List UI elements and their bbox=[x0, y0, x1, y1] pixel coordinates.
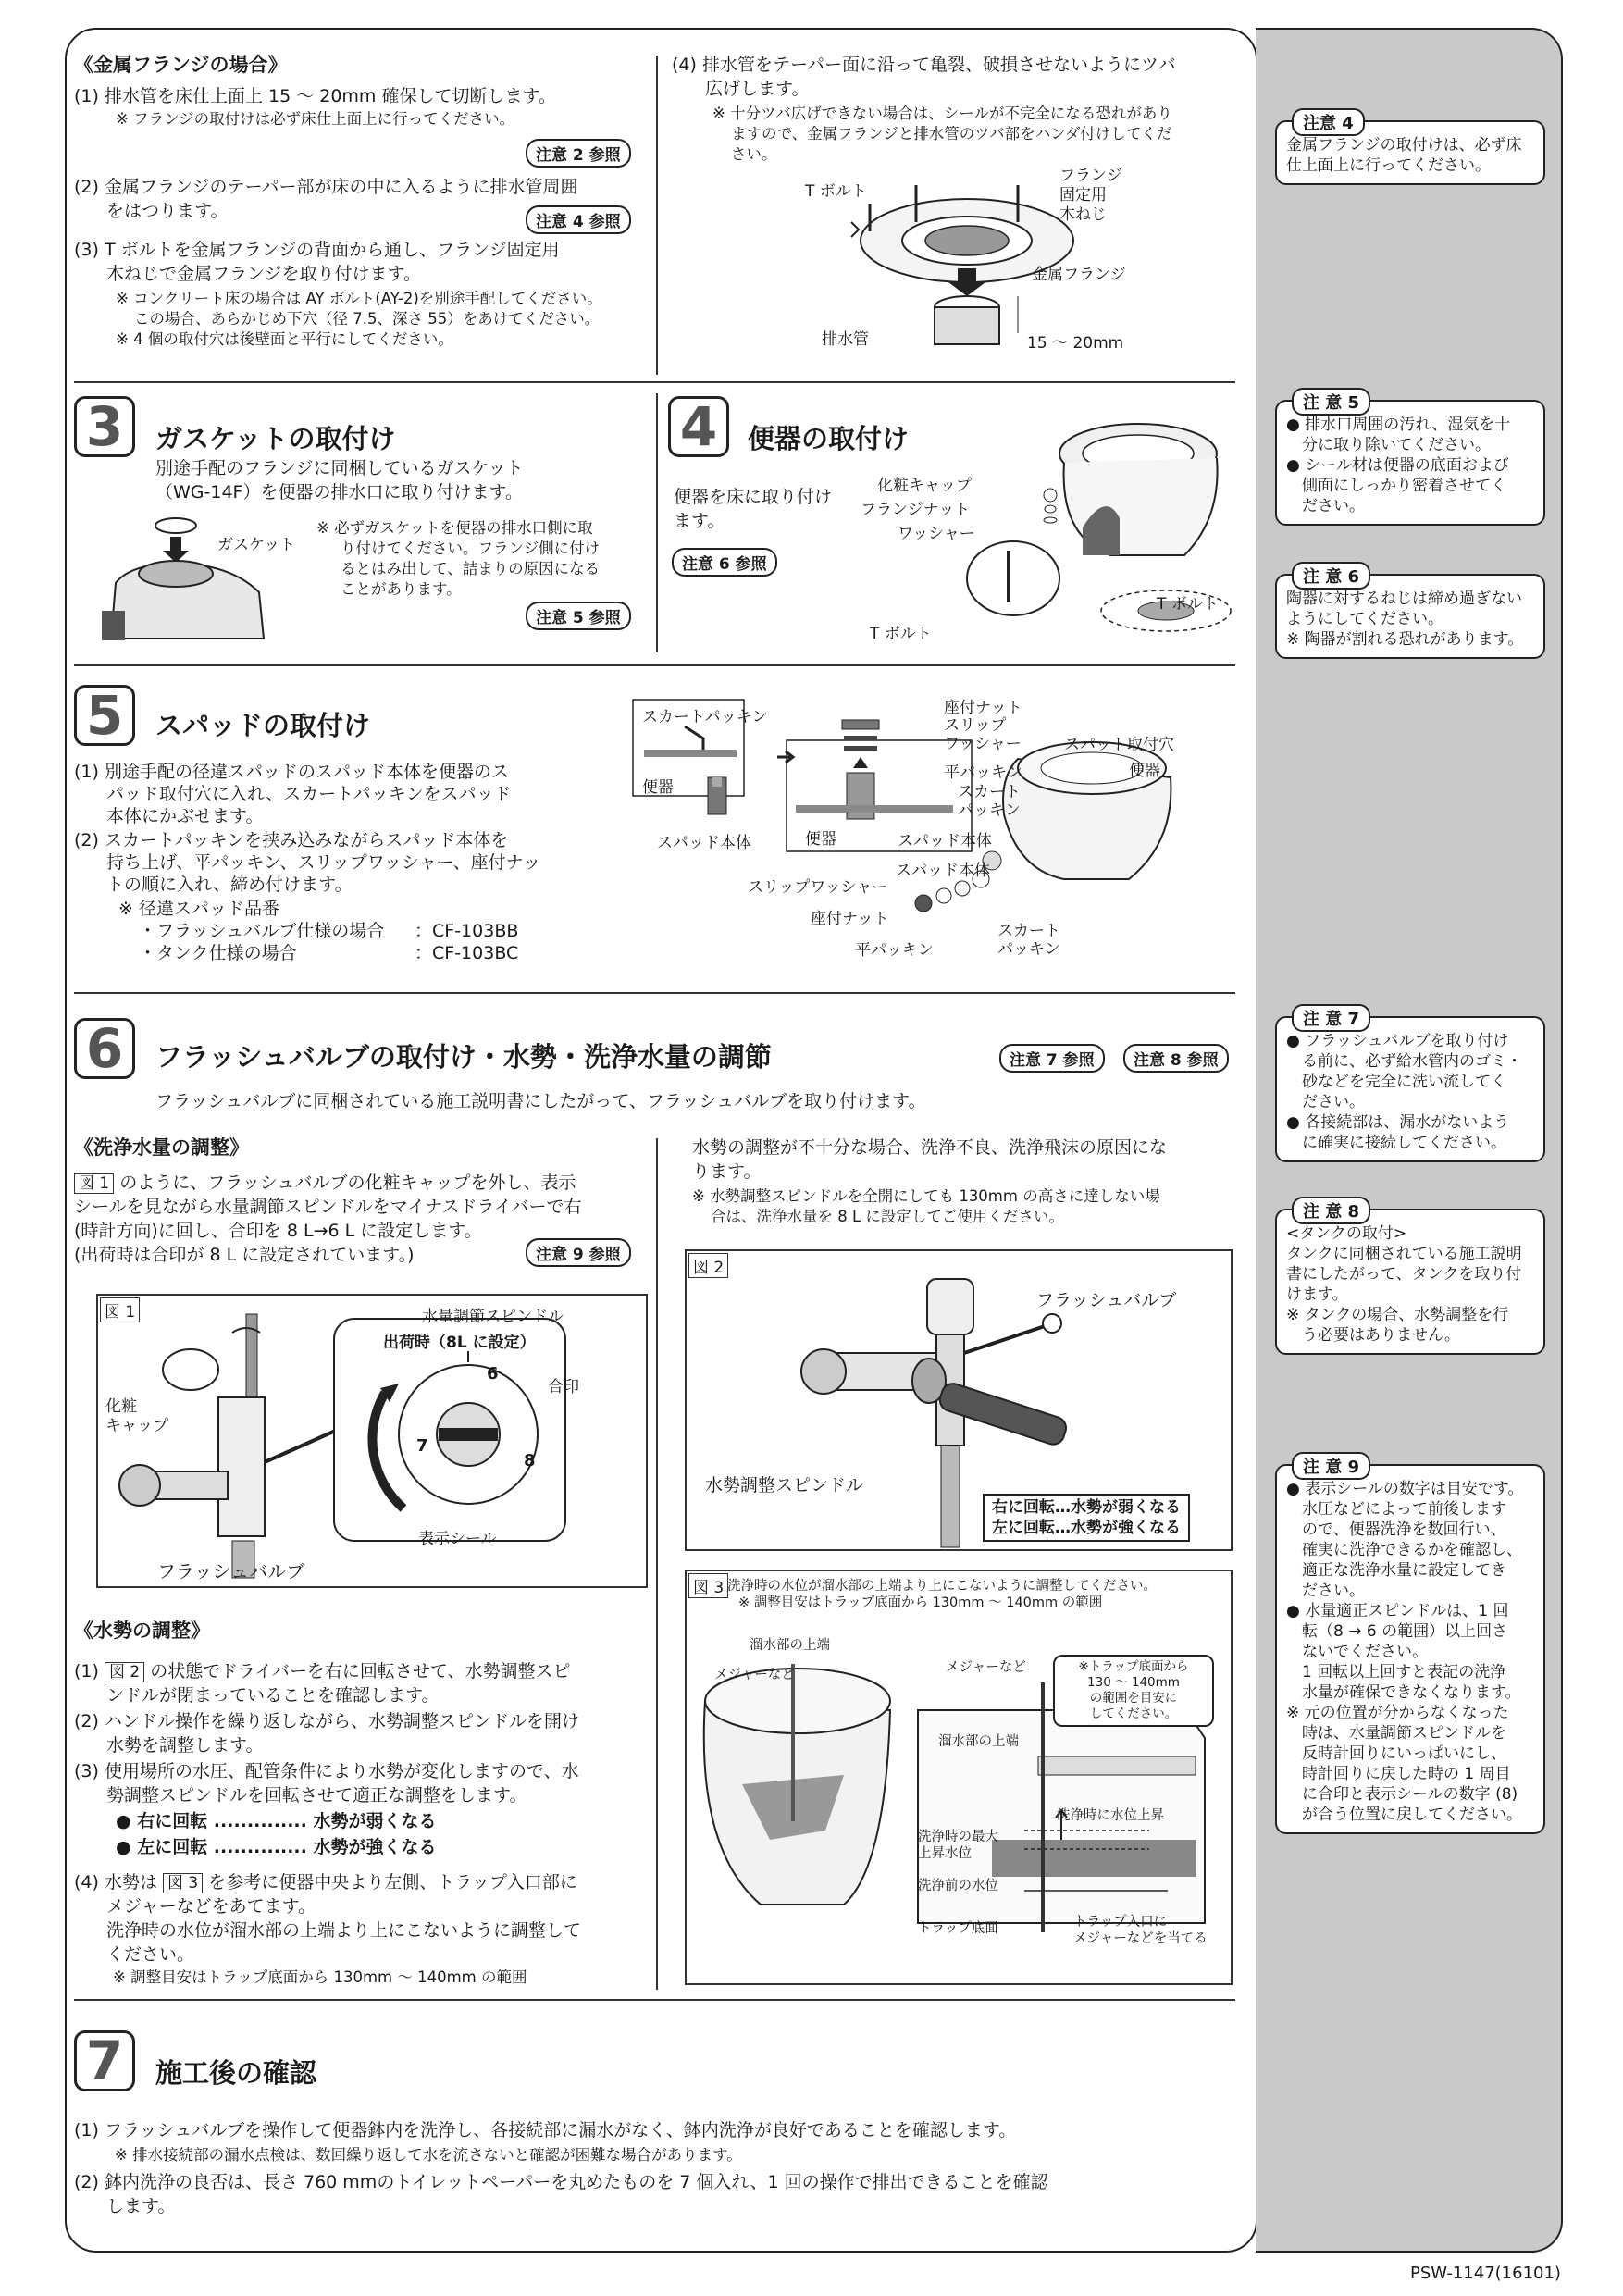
fig3-label-measure-2: メジャーなど bbox=[946, 1660, 1026, 1675]
intro-step4a: (4) 排水管をテーパー面に沿って亀裂、破損させないようにツバ bbox=[672, 55, 1176, 75]
intro-heading: 《金属フランジの場合》 bbox=[74, 54, 288, 76]
fig3-caption1: 洗浄時の水位が溜水部の上端より上にこないように調整してください。 bbox=[727, 1579, 1157, 1594]
sec5-b9b: ：CF-103BC bbox=[415, 943, 519, 963]
pressure-fig2-ref: 図 2 bbox=[105, 1662, 144, 1682]
sec5-b8b: ：CF-103BB bbox=[415, 921, 519, 941]
fig3-label-top-2: 溜水部の上端 bbox=[938, 1734, 1019, 1749]
note-4-title: 注意 4 bbox=[1292, 108, 1365, 136]
intro-step1-note: ※ フランジの取付けは必ず床仕上面上に行ってください。 bbox=[116, 110, 515, 128]
fig1-label-spindle: 水量調節スピンドル bbox=[422, 1308, 564, 1326]
pressure-step2a: (2) ハンドル操作を繰り返しながら、水勢調整スピンドルを開け bbox=[74, 1711, 579, 1731]
ref-note2: 注意 2 参照 bbox=[526, 139, 631, 168]
fig-label-seat-nut: 座付ナット bbox=[944, 699, 1022, 717]
sec3-body1: 別途手配のフランジに同梱しているガスケット bbox=[155, 458, 524, 478]
pressure-step4c: メジャーなどをあてます。 bbox=[106, 1896, 316, 1917]
note-8-title: 注 意 8 bbox=[1292, 1197, 1370, 1224]
pressure-step3a: (3) 使用場所の水圧、配管条件により水勢が変化しますので、水 bbox=[74, 1761, 579, 1781]
sec6-divider bbox=[656, 1138, 658, 1990]
fig2-left-rotation: 左に回転…水勢が強くなる bbox=[992, 1519, 1181, 1537]
fig3-label-before: 洗浄前の水位 bbox=[918, 1879, 998, 1893]
note-8 bbox=[1275, 1202, 1545, 1355]
intro-step4-note2: ますので、金属フランジと排水管のツバ部をハンダ付けしてくだ bbox=[731, 125, 1172, 143]
sec5-b3: 本体にかぶせます。 bbox=[106, 806, 264, 826]
fig-label-slip-washer-2: スリップワッシャー bbox=[748, 878, 888, 897]
pressure-left: ● 左に回転 .............. 水勢が強くなる bbox=[116, 1837, 437, 1857]
section-5-number: 5 bbox=[74, 685, 135, 746]
fig-label-skirt-packing: スカートパッキン bbox=[642, 708, 768, 726]
sec3-divider bbox=[656, 393, 658, 652]
intro-divider bbox=[656, 56, 658, 375]
toilet-mount-illustration bbox=[944, 416, 1240, 657]
sec5-b4: (2) スカートパッキンを挟み込みながらスパッド本体を bbox=[74, 830, 509, 850]
section-3-number: 3 bbox=[74, 396, 135, 457]
sec3-note3: るとはみ出して、詰まりの原因になる bbox=[341, 560, 601, 577]
fig1-label-cap: 化粧 キャップ bbox=[105, 1397, 168, 1435]
pressure-fig3-ref: 図 3 bbox=[163, 1873, 203, 1893]
note-4-body: 金属フランジの取付けは、必ず床 仕上面上に行ってください。 bbox=[1286, 136, 1522, 175]
note-5 bbox=[1275, 393, 1545, 526]
fig-label-dimension: 15 ～ 20mm bbox=[1027, 334, 1124, 353]
fig-label-slip-washer: スリップ ワッシャー bbox=[944, 716, 1022, 753]
fig-label-spud-body-1: スパッド本体 bbox=[657, 834, 751, 852]
note-7-title: 注 意 7 bbox=[1292, 1004, 1370, 1032]
sec7-check1-note: ※ 排水接続部の漏水点検は、数回繰り返して水を流さないと確認が困難な場合があります。 bbox=[115, 2146, 742, 2164]
sec4-body2: ます。 bbox=[674, 511, 725, 531]
note-7-body: ● フラッシュバルブを取り付け る前に、必ず給水管内のゴミ・ 砂などを完全に洗い流してく ださい。 ● 各接続部は、漏水がないよう に確実に接続してください。 bbox=[1286, 1032, 1522, 1152]
volume-text3: (時計方向)に回し、合印を 8 L→6 L に設定します。 bbox=[74, 1221, 482, 1241]
fig3-label-bottom: トラップ底面 bbox=[918, 1921, 998, 1936]
section-4-title: 便器の取付け bbox=[748, 423, 910, 454]
divider-2 bbox=[74, 664, 1235, 666]
sec5-b9a: ・タンク仕様の場合 bbox=[139, 943, 297, 963]
fig1-dial-8: 8 bbox=[524, 1451, 536, 1471]
note-6-body: 陶器に対するねじは締め過ぎない ようにしてください。 ※ 陶器が割れる恐れがあります。 bbox=[1286, 590, 1524, 649]
pressure-right: ● 右に回転 .............. 水勢が弱くなる bbox=[116, 1811, 437, 1831]
volume-heading: 《洗浄水量の調整》 bbox=[74, 1136, 249, 1159]
section-7-title: 施工後の確認 bbox=[155, 2057, 317, 2089]
note-5-body: ● 排水口周囲の汚れ、湿気を十 分に取り除いてください。 ● シール材は便器の底面および 側面にしっかり密着させてく ださい。 bbox=[1286, 416, 1511, 515]
fig3-label-measure: メジャーなど bbox=[714, 1668, 795, 1682]
fig1-dial-6: 6 bbox=[487, 1364, 499, 1384]
intro-step4-note3: さい。 bbox=[731, 145, 777, 163]
section-6-number: 6 bbox=[74, 1018, 135, 1079]
fig3-label-top: 溜水部の上端 bbox=[750, 1638, 830, 1653]
sec7-check2b: します。 bbox=[106, 2196, 176, 2216]
fig2-label-valve: フラッシュバルブ bbox=[1036, 1290, 1177, 1310]
figure-1-label: 図 1 bbox=[100, 1297, 140, 1322]
intro-step3-note2: この場合、あらかじめ下穴（径 7.5、深さ 55）をあけてください。 bbox=[134, 310, 601, 328]
note-9-body: ● 表示シールの数字は目安です。 水圧などによって前後します ので、便器洗浄を数回行い、 確実に洗浄できるかを確認し、 適正な洗浄水量に設定してき ださい。 ● 水量適正スピンドルは、1 回 転（8 → 6 の範囲）以上回さ ないでください。 1 回転以上回すと表記の洗浄 水量が確保できなくなります。 ※ 元の位置が分からなくなった 時は、水量調節スピンドルを 反時計回りにいっぱいにし、 時計回りに戻した時の 1 周目 に合印と表示シールの数字 (8) が合う位置に戻してください。 bbox=[1286, 1480, 1524, 1824]
sec6-intro: フラッシュバルブに同梱されている施工説明書にしたがって、フラッシュバルブを取り付けます。 bbox=[155, 1091, 926, 1111]
sec5-b1: (1) 別途手配の径違スパッドのスパッド本体を便器のス bbox=[74, 762, 509, 782]
right-text1: 水勢の調整が不十分な場合、洗浄不良、洗浄飛沫の原因にな bbox=[692, 1137, 1168, 1158]
fig-label-metal-flange: 金属フランジ bbox=[1032, 266, 1126, 284]
section-6-title: フラッシュバルブの取付け・水勢・洗浄水量の調節 bbox=[155, 1041, 772, 1073]
right-text2: ります。 bbox=[692, 1161, 762, 1182]
fig-label-flat-packing-2: 平パッキン bbox=[855, 941, 934, 960]
note-4 bbox=[1275, 114, 1545, 185]
fig-label-bowl-3: 便器 bbox=[1129, 762, 1160, 780]
fig-label-spud-body-2: スパッド本体 bbox=[898, 832, 992, 850]
figure-3-label: 図 3 bbox=[688, 1573, 728, 1598]
fig-label-skirt-packing-2: スカート パッキン bbox=[958, 783, 1021, 820]
ref-note6: 注意 6 参照 bbox=[672, 548, 777, 577]
sec5-b2: パッド取付穴に入れ、スカートパッキンをスパッド bbox=[106, 784, 512, 804]
fig-label-flange-nut: フランジナット bbox=[861, 501, 971, 519]
figure-1-drawing bbox=[98, 1296, 646, 1586]
note-9 bbox=[1275, 1458, 1545, 1834]
sec4-body1: 便器を床に取り付け bbox=[674, 487, 833, 507]
sec5-b6: トの順に入れ、締め付けます。 bbox=[106, 875, 353, 895]
sec3-note1: ※ 必ずガスケットを便器の排水口側に取 bbox=[316, 519, 593, 537]
fig2-rotation-box bbox=[983, 1494, 1190, 1542]
pressure-step1: (1) 図 2 の状態でドライバーを右に回転させて、水勢調整スピ bbox=[74, 1661, 571, 1682]
intro-step3-note1: ※ コンクリート床の場合は AY ボルト(AY-2)を別途手配してください。 bbox=[116, 290, 602, 307]
sec3-note4: ことがあります。 bbox=[341, 580, 462, 598]
pressure-step2b: 水勢を調整します。 bbox=[106, 1735, 264, 1756]
pressure-step1c: ンドルが閉まっていることを確認します。 bbox=[106, 1685, 440, 1706]
ref-note8: 注意 8 参照 bbox=[1123, 1044, 1229, 1073]
note-6-title: 注 意 6 bbox=[1292, 562, 1370, 590]
figure-2-label: 図 2 bbox=[688, 1253, 728, 1278]
fig1-label-valve: フラッシュバルブ bbox=[157, 1560, 305, 1582]
fig-label-tbolt-right: T ボルト bbox=[1157, 595, 1219, 614]
pressure-step4-note: ※ 調整目安はトラップ底面から 130mm ～ 140mm の範囲 bbox=[113, 1968, 527, 1986]
note-8-body: <タンクの取付> タンクに同梱されている施工説明 書にしたがって、タンクを取り付 けます。 ※ タンクの場合、水勢調整を行 う必要はありません。 bbox=[1286, 1224, 1522, 1345]
fig2-label-spindle: 水勢調整スピンドル bbox=[705, 1475, 864, 1496]
fig-label-bowl-2: 便器 bbox=[805, 830, 836, 849]
volume-text1: 図 1 のように、フラッシュバルブの化粧キャップを外し、表示 bbox=[74, 1172, 576, 1195]
gasket-illustration bbox=[102, 509, 305, 648]
sec5-b7: ※ 径違スパッド品番 bbox=[118, 899, 279, 919]
fig-label-bowl-1: 便器 bbox=[642, 778, 674, 797]
fig2-right-rotation: 右に回転…水勢が弱くなる bbox=[992, 1498, 1181, 1517]
document-code: PSW-1147(16101) bbox=[1410, 2264, 1561, 2283]
intro-step3b: 木ねじで金属フランジを取り付けます。 bbox=[106, 264, 422, 284]
figure-1 bbox=[96, 1294, 648, 1588]
fig-label-flat-packing: 平パッキン bbox=[944, 763, 1022, 782]
ref-note4: 注意 4 参照 bbox=[526, 205, 631, 234]
note-9-title: 注 意 9 bbox=[1292, 1452, 1370, 1480]
fig1-label-mark: 合印 bbox=[548, 1378, 579, 1396]
fig1-label-seal: 表示シール bbox=[418, 1530, 497, 1548]
fig3-label-entry: トラップ入口に メジャーなどを当てる bbox=[1073, 1915, 1208, 1946]
note-6 bbox=[1275, 567, 1545, 659]
volume-text4: (出荷時は合印が 8 L に設定されています。) bbox=[74, 1245, 415, 1265]
fig-label-skirt-packing-3: スカート パッキン bbox=[997, 922, 1060, 959]
fig-label-flange-screw: フランジ 固定用 木ねじ bbox=[1059, 167, 1122, 224]
fig-label-spud-body-3: スパッド本体 bbox=[896, 862, 990, 880]
fig-label-washer: ワッシャー bbox=[898, 525, 975, 543]
intro-step3a: (3) T ボルトを金属フランジの背面から通し、フランジ固定用 bbox=[74, 240, 560, 260]
intro-step2a: (2) 金属フランジのテーパー部が床の中に入るように排水管周囲 bbox=[74, 177, 578, 197]
intro-step2b: をはつります。 bbox=[106, 201, 229, 221]
pressure-step4e: ください。 bbox=[106, 1944, 195, 1965]
intro-step1: (1) 排水管を床仕上面上 15 ～ 20mm 確保して切断します。 bbox=[74, 86, 556, 106]
pressure-step4d: 洗浄時の水位が溜水部の上端より上にこないように調整して bbox=[106, 1920, 582, 1941]
fig3-range-box: ※トラップ底面から 130 ～ 140mm の範囲を目安に してください。 bbox=[1053, 1655, 1214, 1727]
fig1-label-shipping: 出荷時（8L に設定） bbox=[383, 1334, 536, 1352]
section-4-number: 4 bbox=[668, 396, 729, 457]
fig3-label-rise: 洗浄時に水位上昇 bbox=[1057, 1808, 1164, 1823]
intro-step4b: 広げします。 bbox=[705, 79, 810, 99]
fig-label-seat-nut-2: 座付ナット bbox=[811, 910, 889, 928]
volume-fig-ref: 図 1 bbox=[74, 1173, 114, 1194]
fig3-label-max: 洗浄時の最大 上昇水位 bbox=[918, 1830, 998, 1861]
fig1-dial-7: 7 bbox=[416, 1436, 428, 1456]
divider-4 bbox=[74, 1999, 1235, 2001]
right-note2: 合は、洗浄水量を 8 L に設定してご使用ください。 bbox=[711, 1208, 1064, 1225]
pressure-step4: (4) 水勢は 図 3 を参考に便器中央より左側、トラップ入口部に bbox=[74, 1872, 577, 1893]
fig3-caption2: ※ 調整目安はトラップ底面から 130mm ～ 140mm の範囲 bbox=[738, 1595, 1103, 1610]
ref-note7: 注意 7 参照 bbox=[999, 1044, 1105, 1073]
ref-note5: 注意 5 参照 bbox=[526, 602, 631, 630]
divider-1 bbox=[74, 381, 1235, 383]
sec3-body2: （WG-14F）を便器の排水口に取り付けます。 bbox=[155, 482, 523, 503]
fig-label-tbolt-left: T ボルト bbox=[870, 625, 932, 643]
volume-text2: シールを見ながら水量調節スピンドルをマイナスドライバーで右 bbox=[74, 1197, 582, 1217]
intro-step4-note1: ※ 十分ツバ広げできない場合は、シールが不完全になる恐れがあり bbox=[712, 105, 1172, 122]
note-5-title: 注 意 5 bbox=[1292, 388, 1370, 416]
fig-label-tbolt: T ボルト bbox=[805, 182, 867, 201]
fig-label-cap: 化粧キャップ bbox=[877, 477, 972, 495]
right-note1: ※ 水勢調整スピンドルを全開にしても 130mm の高さに達しない場 bbox=[692, 1187, 1160, 1205]
fig-label-gasket: ガスケット bbox=[217, 536, 296, 554]
section-5-title: スパッドの取付け bbox=[155, 710, 371, 741]
fig-label-drain: 排水管 bbox=[822, 330, 869, 349]
sec7-check2a: (2) 鉢内洗浄の良否は、長さ 760 mmのトイレットペーパーを丸めたものを 7 個入れ、1 回の操作で排出できることを確認 bbox=[74, 2172, 1048, 2192]
ref-note9: 注意 9 参照 bbox=[526, 1238, 631, 1267]
pressure-heading: 《水勢の調整》 bbox=[74, 1620, 210, 1642]
sec5-b5: 持ち上げ、平パッキン、スリップワッシャー、座付ナッ bbox=[106, 852, 541, 873]
fig-label-spud-hole: スパット取付穴 bbox=[1064, 736, 1174, 754]
intro-step3-note3: ※ 4 個の取付穴は後壁面と平行にしてください。 bbox=[116, 330, 453, 348]
section-7-number: 7 bbox=[74, 2030, 135, 2091]
note-7 bbox=[1275, 1010, 1545, 1162]
pressure-step3b: 勢調整スピンドルを回転させて適正な調整をします。 bbox=[106, 1785, 527, 1806]
sec3-note2: り付けてください。フランジ側に付け bbox=[341, 540, 601, 557]
sec5-b8a: ・フラッシュバルブ仕様の場合 bbox=[139, 921, 385, 941]
section-3-title: ガスケットの取付け bbox=[155, 423, 396, 454]
divider-3 bbox=[74, 992, 1235, 994]
sec7-check1: (1) フラッシュバルブを操作して便器鉢内を洗浄し、各接続部に漏水がなく、鉢内洗浄が良好であることを確認します。 bbox=[74, 2120, 1017, 2141]
